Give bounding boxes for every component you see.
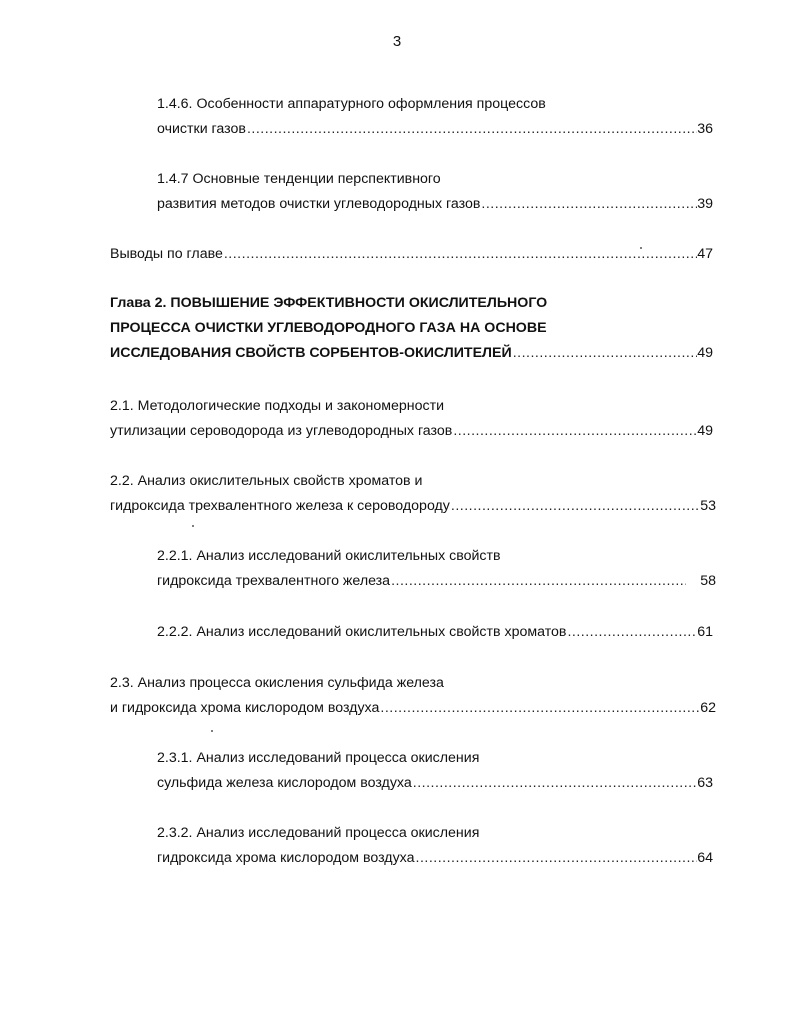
dot-leader xyxy=(415,846,698,871)
toc-entry-last-line xyxy=(157,771,713,796)
scan-speck xyxy=(640,247,642,249)
toc-page-number: 61 xyxy=(697,624,713,640)
toc-page-number: 39 xyxy=(697,196,713,212)
toc-entry-title-line: гидроксида трехвалентного железа к сероводороду xyxy=(110,498,450,514)
toc-entry-title-line: и гидроксида хрома кислородом воздуха xyxy=(110,700,380,716)
toc-entry-title-line: 2.3.1. Анализ исследований процесса окисления xyxy=(157,750,480,766)
toc-entry-title-line: гидроксида трехвалентного железа xyxy=(157,573,391,589)
scan-speck xyxy=(211,730,213,732)
toc-entry-title-line: 2.3.2. Анализ исследований процесса окисления xyxy=(157,825,480,841)
toc-page-number: 62 xyxy=(700,700,716,716)
toc-entry-title-line: 1.4.7 Основные тенденции перспективного xyxy=(157,171,441,187)
dot-leader xyxy=(512,341,698,366)
toc-entry-chapter-2 xyxy=(110,291,713,366)
toc-entry-title-line: развития методов очистки углеводородных газов xyxy=(157,196,481,212)
dot-leader xyxy=(246,117,697,142)
dot-leader xyxy=(480,192,697,217)
toc-entry-conclusions xyxy=(110,242,713,267)
toc-entry-last-line xyxy=(157,117,713,142)
toc-entry-last-line xyxy=(157,569,716,594)
toc-entry-2-3 xyxy=(110,671,716,721)
toc-entry-title-line: Выводы по главе xyxy=(110,246,223,262)
toc-entry-title-line: ИССЛЕДОВАНИЯ СВОЙСТВ СОРБЕНТОВ-ОКИСЛИТЕЛЕЙ xyxy=(110,345,512,361)
toc-entry-1-4-6 xyxy=(157,92,713,142)
toc-entry-title-line: сульфида железа кислородом воздуха xyxy=(157,775,412,791)
toc-entry-last-line xyxy=(110,494,716,519)
dot-leader xyxy=(379,696,700,721)
toc-page-number: 47 xyxy=(697,246,713,262)
dot-leader xyxy=(412,771,697,796)
toc-entry-title-line: 2.2.1. Анализ исследований окислительных свойств xyxy=(157,548,501,564)
toc-entry-2-1 xyxy=(110,394,713,444)
toc-entry-2-2 xyxy=(110,469,716,519)
toc-entry-last-line xyxy=(110,242,713,267)
dot-leader xyxy=(566,620,697,645)
dot-leader xyxy=(390,569,686,594)
toc-entry-title-line: ПРОЦЕССА ОЧИСТКИ УГЛЕВОДОРОДНОГО ГАЗА НА ОСНОВЕ xyxy=(110,320,547,336)
toc-entry-title-line: 2.1. Методологические подходы и закономерности xyxy=(110,398,445,414)
toc-page-number: 53 xyxy=(700,498,716,514)
toc-page-number: 64 xyxy=(697,850,713,866)
toc-entry-last-line xyxy=(110,419,713,444)
toc-page-number: 36 xyxy=(697,121,713,137)
dot-leader xyxy=(450,494,700,519)
toc-entry-last-line xyxy=(157,846,713,871)
toc-entry-2-3-2 xyxy=(157,821,713,871)
dot-leader xyxy=(223,242,697,267)
scan-speck xyxy=(192,525,194,527)
toc-entry-last-line xyxy=(110,341,713,366)
toc-entry-title-line: 2.2.2. Анализ исследований окислительных свойств хроматов xyxy=(157,624,567,640)
toc-entry-last-line xyxy=(157,192,713,217)
toc-entry-title-line: Глава 2. ПОВЫШЕНИЕ ЭФФЕКТИВНОСТИ ОКИСЛИТЕЛЬНОГО xyxy=(110,295,548,311)
toc-entry-2-2-2 xyxy=(157,620,713,645)
toc-entry-title-line: 1.4.6. Особенности аппаратурного оформления процессов xyxy=(157,96,546,112)
toc-entry-title-line: гидроксида хрома кислородом воздуха xyxy=(157,850,415,866)
toc-page-number: 63 xyxy=(697,775,713,791)
toc-entry-1-4-7 xyxy=(157,167,713,217)
toc-entry-2-2-1 xyxy=(157,544,716,594)
toc-entry-last-line xyxy=(110,696,716,721)
toc-entry-title-line: 2.3. Анализ процесса окисления сульфида железа xyxy=(110,675,444,691)
toc-entry-title-line: утилизации сероводорода из углеводородных газов xyxy=(110,423,453,439)
toc-entry-title-line: 2.2. Анализ окислительных свойств хроматов и xyxy=(110,473,423,489)
dot-leader xyxy=(452,419,697,444)
toc-page-number: 58 xyxy=(700,573,716,589)
page-number: 3 xyxy=(392,33,402,50)
toc-entry-last-line xyxy=(157,620,713,645)
toc-entry-title-line: очистки газов xyxy=(157,121,246,137)
toc-page-number: 49 xyxy=(697,423,713,439)
toc-entry-2-3-1 xyxy=(157,746,713,796)
toc-page-number: 49 xyxy=(697,345,713,361)
